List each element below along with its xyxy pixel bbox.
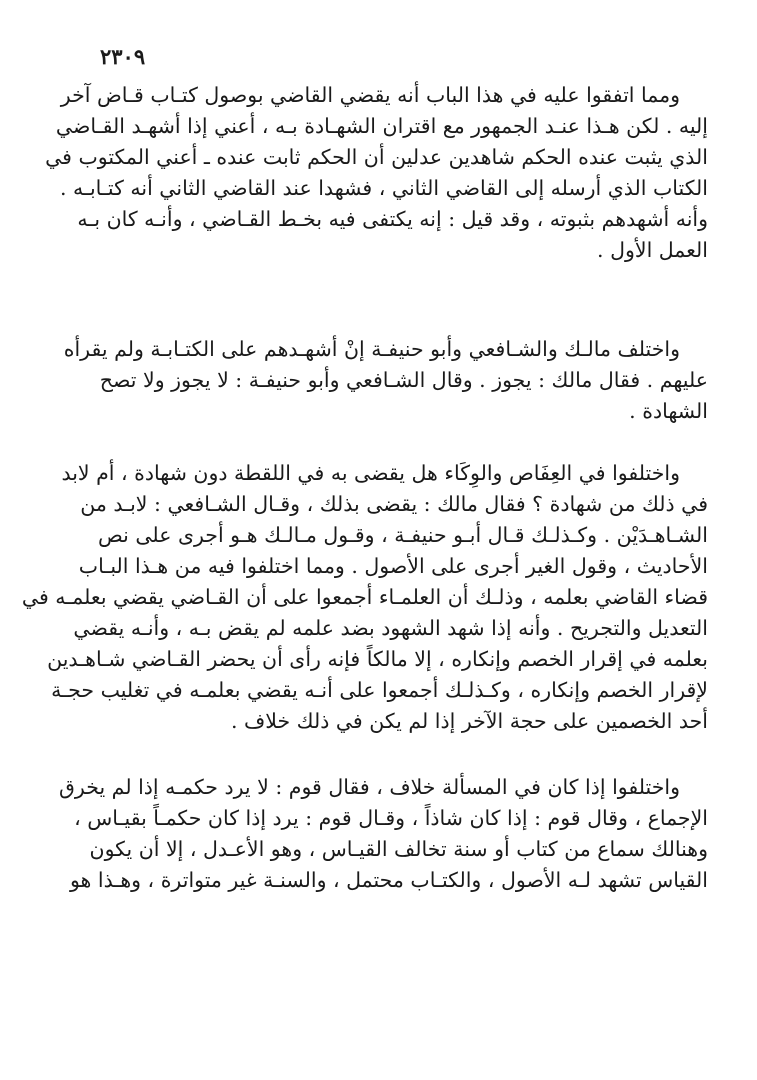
page-number: ٢٣٠٩ [100,44,146,69]
text-line: واختلفوا إذا كان في المسألة خلاف ، فقال قوم : لا يرد حكمـه إذا لم يخرق [59,775,680,799]
paragraph-4 [59,772,708,896]
text-line: عليهم . فقال مالك : يجوز . وقال الشـافعي وأبو حنيفـة : لا يجوز ولا تصح [99,368,708,392]
text-line: واختلفوا في العِفَاص والوِكَاء هل يقضى به في اللقطة دون شهادة ، أم لابد [61,461,680,485]
text-line: وهنالك سماع من كتاب أو سنة تخالف القيـاس ، وهو الأعـدل ، إلا أن يكون [89,837,708,861]
text-line: الشهادة . [629,399,708,423]
text-line: أحد الخصمين على حجة الآخر إذا لم يكن في ذلك خلاف . [230,709,708,733]
text-line: إليه . لكن هـذا عنـد الجمهور مع اقتران الشهـادة بـه ، أعني إذا أشهـد القـاضي [55,114,708,138]
text-line: وأنه أشهدهم بثبوته ، وقد قيل : إنه يكتفى فيه بخـط القـاضي ، وأنـه كان بـه [77,207,708,231]
text-line: التعديل والتجريح . وأنه إذا شهد الشهود بضد علمه لم يقض بـه ، وأنـه يقضي [73,616,708,640]
text-line: لإقرار الخصم وإنكاره ، وكـذلـك أجمعوا على أنـه يقضي بعلمـه في تغليب حجـة [51,678,708,702]
paragraph-2 [63,334,708,427]
text-line: قضاء القاضي بعلمه ، وذلـك أن العلمـاء أجمعوا على أن القـاضي يقضي بعلمـه في [21,585,708,609]
text-line: الإجماع ، وقال قوم : إذا كان شاذاً ، وقـال قوم : يرد إذا كان حكمـاً بقيـاس ، [74,806,708,830]
paragraph-3 [21,458,708,737]
paragraph-1 [45,80,708,266]
text-line: الكتاب الذي أرسله إلى القاضي الثاني ، فشهدا عند القاضي الثاني أنه كتـابـه . [59,176,708,200]
text-line: واختلف مالـك والشـافعي وأبو حنيفـة إنْ أشهـدهم على الكتـابـة ولم يقرأه [63,337,680,361]
text-line: في ذلك من شهادة ؟ فقال مالك : يقضى بذلك ، وقـال الشـافعي : لابـد من [80,492,708,516]
text-line: الذي يثبت عنده الحكم شاهدين عدلين أن الحكم ثابت عنده ـ أعني المكتوب في [45,145,708,169]
text-line: ومما اتفقوا عليه في هذا الباب أنه يقضي القاضي بوصول كتـاب قـاض آخر [60,83,680,107]
text-line: العمل الأول . [597,238,708,262]
text-line: الأحاديث ، وقول الغير أجرى على الأصول . ومما اختلفوا فيه من هـذا البـاب [78,554,708,578]
text-line: بعلمه في إقرار الخصم وإنكاره ، إلا مالكاً فإنه رأى أن يحضر القـاضي شـاهـدين [47,647,708,671]
text-line: القياس تشهد لـه الأصول ، والكتـاب محتمل ، والسنـة غير متواترة ، وهـذا هو [69,868,708,892]
text-line: الشـاهـدَيْن . وكـذلـك قـال أبـو حنيفـة ، وقـول مـالـك هـو أجرى على نص [97,523,708,547]
